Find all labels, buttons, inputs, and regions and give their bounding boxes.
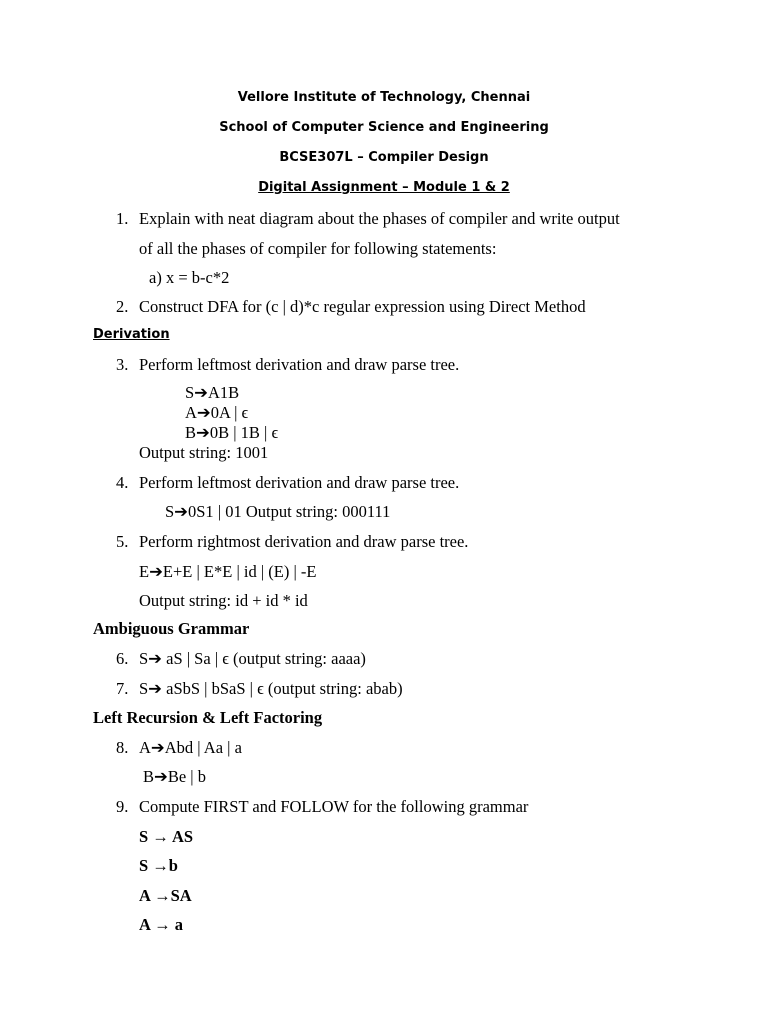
question-6-text: S➔ aS | Sa | ϵ (output string: aaaa) [139, 649, 366, 668]
grammar-line: B➔Be | b [143, 767, 206, 786]
grammar-line: A → a [139, 915, 184, 934]
grammar-line: S →b [139, 856, 178, 875]
question-number: 4. [116, 473, 129, 492]
institute-title: Vellore Institute of Technology, Chennai [237, 90, 531, 105]
question-1-sub-a: a) x = b-c*2 [149, 268, 230, 287]
question-number: 3. [116, 355, 129, 374]
school-title: School of Computer Science and Engineering [219, 120, 549, 135]
section-derivation: Derivation [93, 327, 170, 342]
question-number: 6. [116, 649, 129, 668]
section-ambiguous-grammar: Ambiguous Grammar [93, 619, 250, 638]
grammar-line: S → AS [139, 827, 194, 846]
output-string: Output string: id + id * id [139, 591, 308, 610]
question-7-text: S➔ aSbS | bSaS | ϵ (output string: abab) [139, 679, 403, 698]
question-9-text: Compute FIRST and FOLLOW for the following grammar [139, 797, 529, 816]
section-left-recursion: Left Recursion & Left Factoring [93, 708, 323, 727]
grammar-line: S➔0S1 | 01 Output string: 000111 [165, 502, 391, 521]
question-number: 5. [116, 532, 129, 551]
question-number: 2. [116, 297, 129, 316]
grammar-line: B➔0B | 1B | ϵ [185, 423, 279, 442]
grammar-line: A➔Abd | Aa | a [139, 738, 242, 757]
grammar-line: A →SA [139, 886, 192, 905]
course-title: BCSE307L – Compiler Design [279, 150, 489, 165]
question-1-line-1: Explain with neat diagram about the phases of compiler and write output [139, 209, 620, 228]
question-1-line-2: of all the phases of compiler for following statements: [139, 239, 497, 258]
question-number: 8. [116, 738, 129, 757]
output-string: Output string: 1001 [139, 443, 269, 462]
assignment-title: Digital Assignment – Module 1 & 2 [258, 180, 510, 195]
grammar-line: E➔E+E | E*E | id | (E) | -E [139, 562, 317, 581]
question-number: 9. [116, 797, 129, 816]
question-5-text: Perform rightmost derivation and draw parse tree. [139, 532, 469, 551]
question-2-text: Construct DFA for (c | d)*c regular expression using Direct Method [139, 297, 586, 316]
grammar-line: S➔A1B [185, 383, 240, 402]
question-3-text: Perform leftmost derivation and draw parse tree. [139, 355, 460, 374]
question-number: 7. [116, 679, 129, 698]
question-number: 1. [116, 209, 129, 228]
grammar-line: A➔0A | ϵ [185, 403, 249, 422]
question-4-text: Perform leftmost derivation and draw parse tree. [139, 473, 460, 492]
